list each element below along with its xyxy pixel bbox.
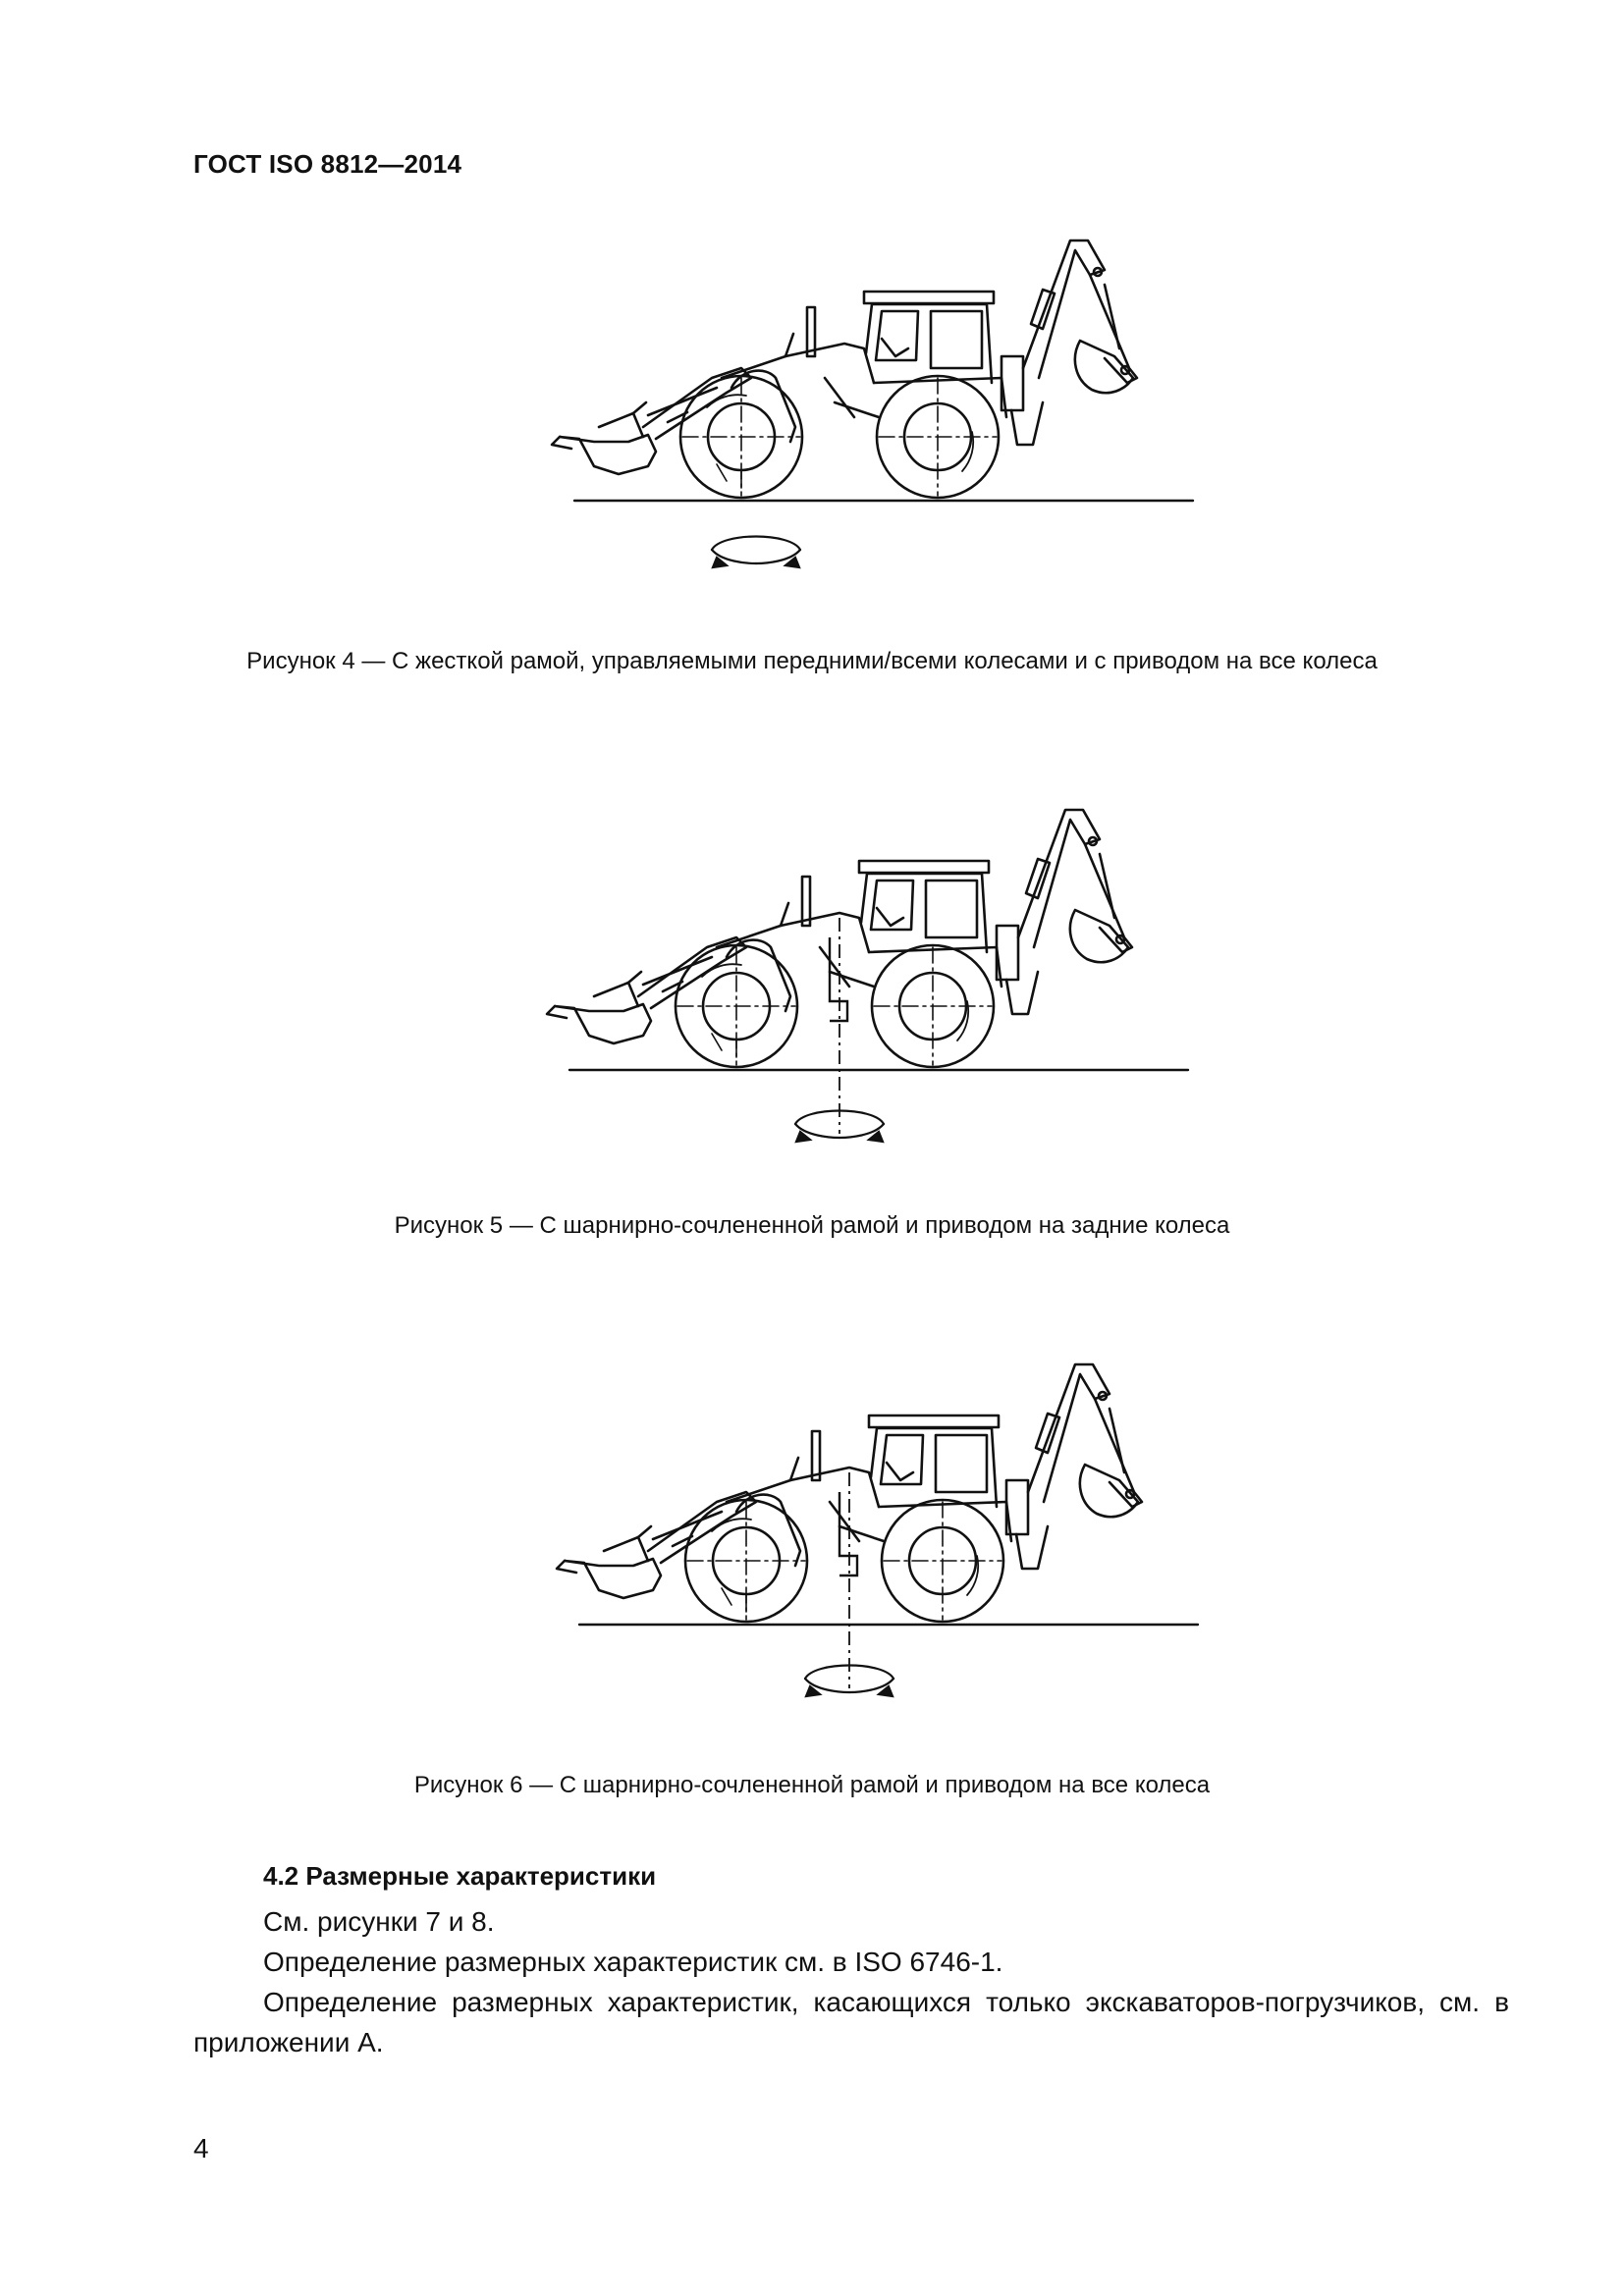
figure-5-drawing [535, 800, 1222, 1153]
paragraph-3: Определение размерных характеристик, касающихся только экскаваторов-погрузчиков, см. в приложении А. [193, 1987, 1509, 2057]
document-header: ГОСТ ISO 8812—2014 [193, 149, 462, 179]
paragraph-1: См. рисунки 7 и 8. [263, 1906, 495, 1937]
figure-5-caption: Рисунок 5 — С шарнирно-сочлененной рамой и приводом на задние колеса [394, 1212, 1230, 1239]
paragraph-2: Определение размерных характеристик см. в ISO 6746-1. [263, 1947, 1003, 1977]
figure-6-caption: Рисунок 6 — С шарнирно-сочлененной рамой и приводом на все колеса [413, 1772, 1211, 1798]
figure-6-drawing [545, 1355, 1232, 1708]
figure-4-caption: Рисунок 4 — С жесткой рамой, управляемыми передними/всеми колесами и с приводом на все колеса [246, 648, 1378, 674]
page-number: 4 [193, 2133, 209, 2163]
section-title: 4.2 Размерные характеристики [263, 1861, 657, 1891]
figure-4-drawing [540, 231, 1227, 584]
